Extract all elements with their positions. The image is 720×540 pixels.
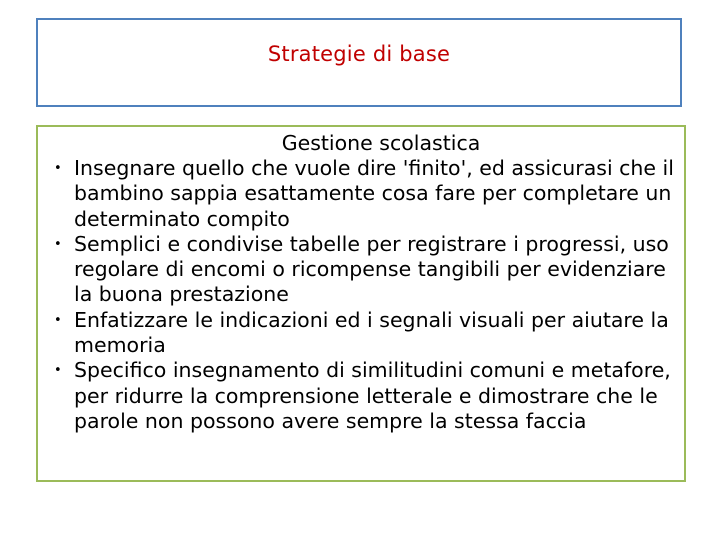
bullet-text: Semplici e condivise tabelle per registrare i progressi, uso regolare di encomi o ricompense tangibili per evidenziare la buona prestazione [74, 231, 669, 307]
bullet-icon: • [54, 363, 62, 379]
bullet-item [38, 156, 684, 232]
title-box [36, 18, 682, 107]
bullet-icon: • [54, 161, 62, 176]
bullet-item [38, 232, 684, 308]
bullet-text: Enfatizzare le indicazioni ed i segnali visuali per aiutare la memoria [74, 307, 669, 358]
bullet-item [38, 308, 684, 359]
slide-title: Strategie di base [267, 42, 451, 66]
bullet-item [38, 358, 684, 434]
bullet-list [38, 156, 684, 434]
bullet-icon: • [54, 236, 62, 252]
bullet-icon: • [54, 312, 62, 328]
bullet-text: Specifico insegnamento di similitudini comuni e metafore, per ridurre la comprensione letterale e dimostrare che le parole non possono avere sempre la stessa faccia [74, 358, 671, 433]
content-box [36, 125, 686, 482]
section-subtitle: Gestione scolastica [281, 131, 481, 155]
bullet-text: Insegnare quello che vuole dire 'finito', ed assicurasi che il bambino sappia esattamente cosa fare per completare un determinato compito [74, 156, 674, 231]
